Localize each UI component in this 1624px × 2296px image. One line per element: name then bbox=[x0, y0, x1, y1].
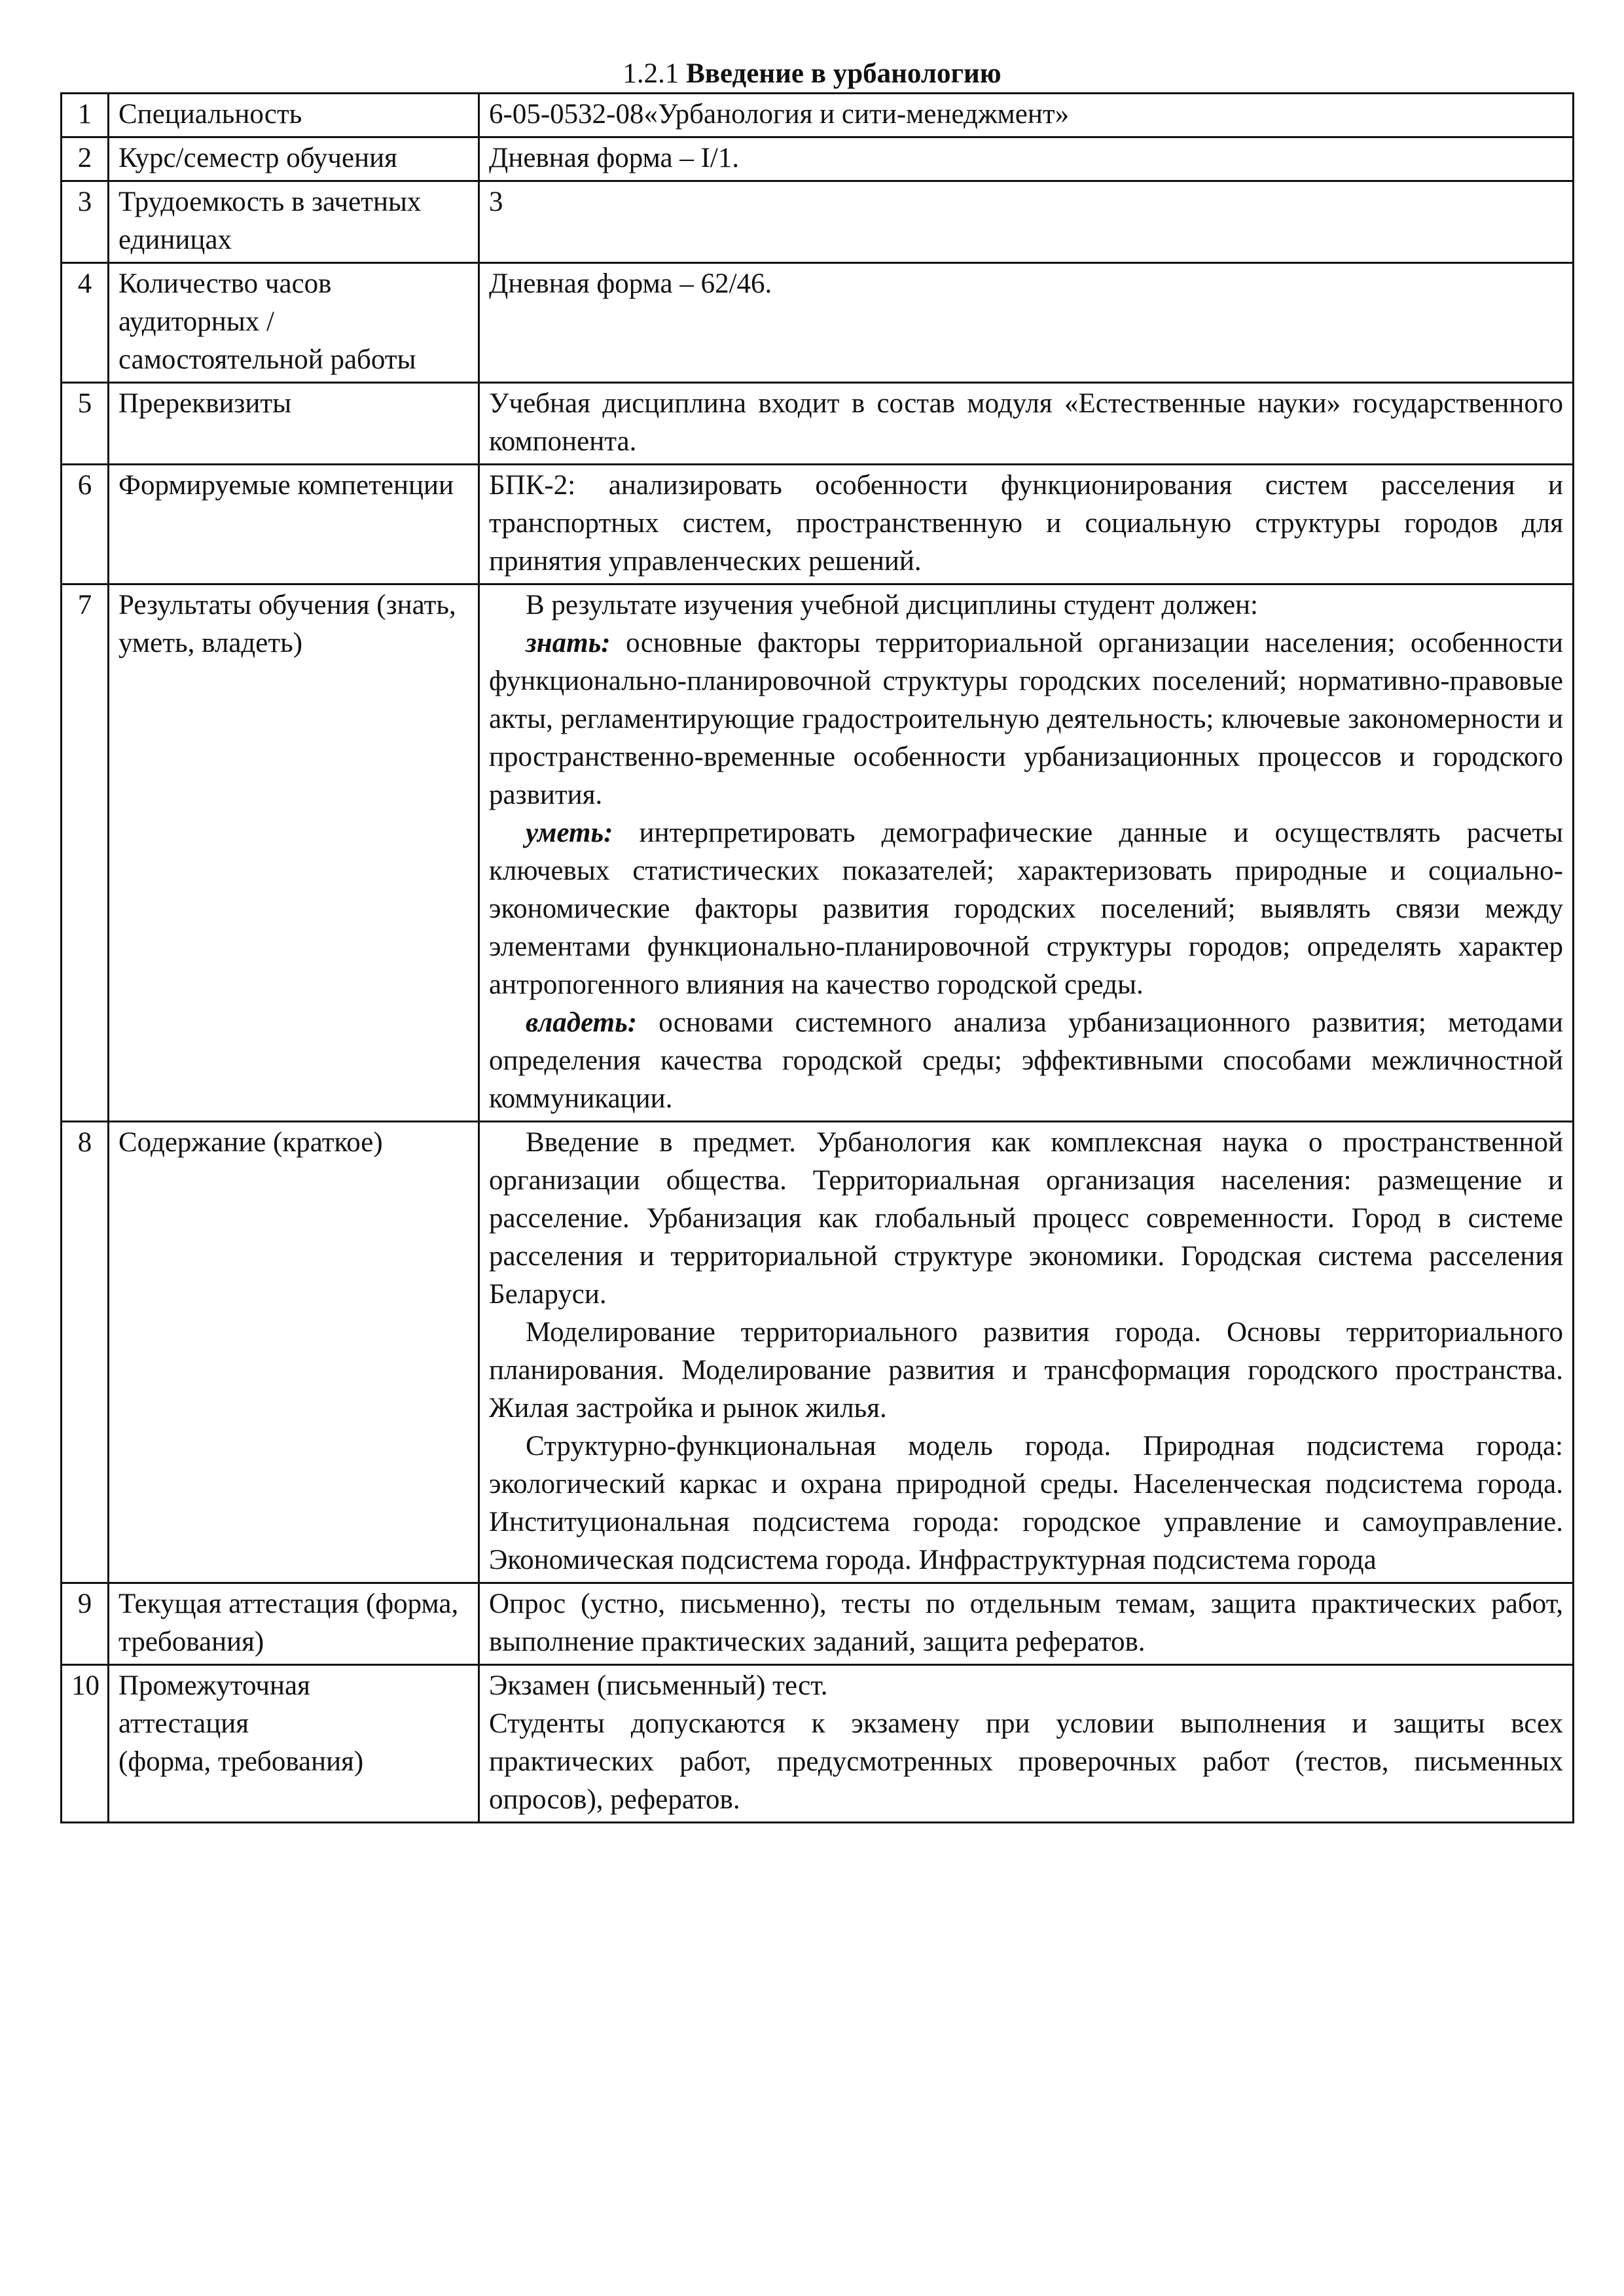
section-number: 1.2.1 bbox=[623, 58, 679, 89]
content-paragraph: Моделирование территориального развития города. Основы территориального планирования. Моделирование развития и трансформация городского пространства. Жилая застройка и рынок жилья. bbox=[489, 1317, 1563, 1424]
section-name: Введение в урбанологию bbox=[686, 58, 1001, 89]
table-row-current-assessment bbox=[62, 1583, 1574, 1665]
row-value: Опрос (устно, письменно), тесты по отдельным темам, защита практических работ, выполнение практических заданий, защита рефератов. bbox=[479, 1583, 1574, 1665]
row-label: Содержание (краткое) bbox=[109, 1122, 479, 1583]
row-number: 6 bbox=[62, 465, 109, 584]
row-number: 5 bbox=[62, 383, 109, 465]
row-label: Результаты обучения (знать, уметь, владеть) bbox=[109, 584, 479, 1122]
table-row-competencies bbox=[62, 465, 1574, 584]
row-number: 9 bbox=[62, 1583, 109, 1665]
label-line: (форма, требования) bbox=[118, 1746, 364, 1777]
row-label: Курс/семестр обучения bbox=[109, 137, 479, 181]
row-label bbox=[109, 1665, 479, 1823]
know-text: основные факторы территориальной организации населения; особенности функционально-планировочной структуры городских поселений; нормативно-правовые акты, регламентирующие градостроительную деятельность; ключевые закономерности и пространственно-временные особенности урбанизационных процессов и городского развития. bbox=[489, 628, 1564, 810]
table-row-hours bbox=[62, 263, 1574, 383]
row-value: БПК-2: анализировать особенности функционирования систем расселения и транспортных систем, пространственную и социальную структуры городов для принятия управленческих решений. bbox=[479, 465, 1574, 584]
row-value: Учебная дисциплина входит в состав модуля «Естественные науки» государственного компонента. bbox=[479, 383, 1574, 465]
row-number: 8 bbox=[62, 1122, 109, 1583]
assessment-paragraph: Студенты допускаются к экзамену при условии выполнения и защиты всех практических работ, предусмотренных проверочных работ (тестов, письменных опросов), рефератов. bbox=[489, 1708, 1563, 1815]
row-number: 1 bbox=[62, 94, 109, 137]
own-text: основами системного анализа урбанизационного развития; методами определения качества городской среды; эффективными способами межличностной коммуникации. bbox=[489, 1007, 1563, 1114]
row-value: Дневная форма – 62/46. bbox=[479, 263, 1574, 383]
outcomes-intro: В результате изучения учебной дисциплины студент должен: bbox=[526, 590, 1259, 620]
content-paragraph: Введение в предмет. Урбанология как комплексная наука о пространственной организации общества. Территориальная организация населения: размещение и расселение. Урбанизация как глобальный процесс современности. Город в системе расселения и территориальной структуре экономики. Городская система расселения Беларуси. bbox=[489, 1127, 1563, 1310]
outcomes-own bbox=[489, 1004, 1563, 1118]
row-label: Текущая аттестация (форма, требования) bbox=[109, 1583, 479, 1665]
label-line: Промежуточная bbox=[118, 1670, 310, 1701]
row-number: 2 bbox=[62, 137, 109, 181]
outcomes-know bbox=[489, 624, 1563, 814]
can-keyword: уметь: bbox=[526, 817, 613, 848]
can-text: интерпретировать демографические данные и осуществлять расчеты ключевых статистических показателей; характеризовать природные и социально-экономические факторы развития городских поселений; выявлять связи между элементами функционально-планировочной структуры городов; определять характер антропогенного влияния на качество городской среды. bbox=[489, 817, 1563, 1000]
row-number: 7 bbox=[62, 584, 109, 1122]
row-value bbox=[479, 1122, 1574, 1583]
row-value: Дневная форма – I/1. bbox=[479, 137, 1574, 181]
row-label: Специальность bbox=[109, 94, 479, 137]
table-row-intermediate-assessment bbox=[62, 1665, 1574, 1823]
table-row-credits bbox=[62, 181, 1574, 263]
table-row-course bbox=[62, 137, 1574, 181]
row-number: 4 bbox=[62, 263, 109, 383]
table-row-content bbox=[62, 1122, 1574, 1583]
row-label: Количество часов аудиторных / самостоятельной работы bbox=[109, 263, 479, 383]
assessment-paragraph: Экзамен (письменный) тест. bbox=[489, 1670, 828, 1701]
table-row-learning-outcomes bbox=[62, 584, 1574, 1122]
row-label: Пререквизиты bbox=[109, 383, 479, 465]
discipline-table bbox=[60, 92, 1574, 1823]
label-line: аттестация bbox=[118, 1708, 249, 1739]
row-number: 3 bbox=[62, 181, 109, 263]
document-title bbox=[0, 55, 1624, 93]
content-paragraph: Структурно-функциональная модель города. Природная подсистема города: экологический каркас и охрана природной среды. Населенческая подсистема города. Институциональная подсистема города: городское управление и самоуправление. Экономическая подсистема города. Инфраструктурная подсистема города bbox=[489, 1431, 1563, 1575]
table-row-specialty bbox=[62, 94, 1574, 137]
row-value bbox=[479, 1665, 1574, 1823]
table-row-prerequisites bbox=[62, 383, 1574, 465]
row-value bbox=[479, 584, 1574, 1122]
row-label: Трудоемкость в зачетных единицах bbox=[109, 181, 479, 263]
row-value: 3 bbox=[479, 181, 1574, 263]
know-keyword: знать: bbox=[526, 628, 611, 658]
row-number: 10 bbox=[62, 1665, 109, 1823]
outcomes-can bbox=[489, 814, 1563, 1004]
row-label: Формируемые компетенции bbox=[109, 465, 479, 584]
own-keyword: владеть: bbox=[526, 1007, 638, 1038]
row-value: 6-05-0532-08«Урбанология и сити-менеджмент» bbox=[479, 94, 1574, 137]
